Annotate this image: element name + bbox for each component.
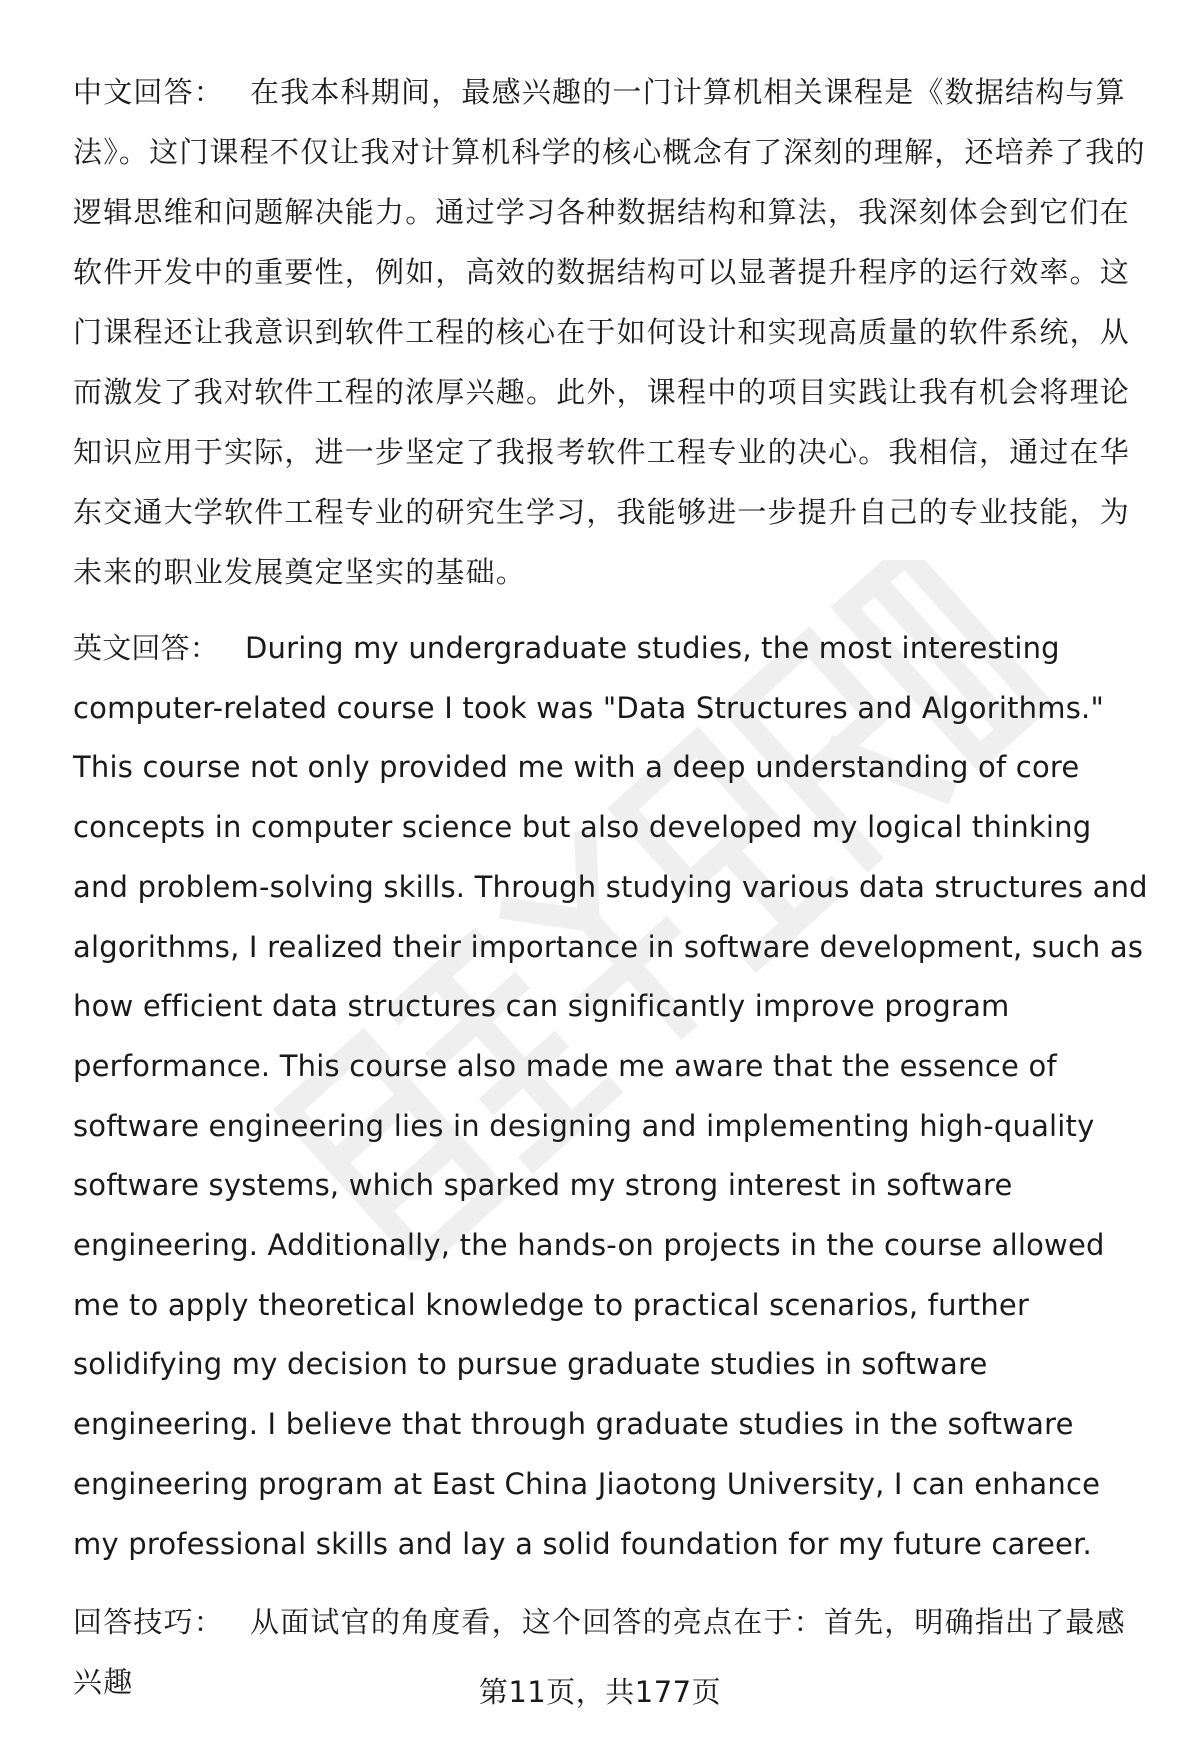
- page-content: [73, 62, 1153, 1712]
- english-answer-text: During my undergraduate studies, the most interesting computer-related course I took was "Data Structures and Algorithms." This course not only provided me with a deep understanding of core concepts in computer science but also developed my logical thinking and problem-solving skills. Through studying various data structures and algorithms, I realized their importance in software development, such as how efficient data structures can significantly improve program performance. This course also made me aware that the essence of software engineering lies in designing and implementing high-quality software systems, which sparked my strong interest in software engineering. Additionally, the hands-on projects in the course allowed me to apply theoretical knowledge to practical scenarios, further solidifying my decision to pursue graduate studies in software engineering. I believe that through graduate studies in the software engineering program at East China Jiaotong University, I can enhance my professional skills and lay a solid foundation for my future career.: [73, 631, 1148, 1561]
- chinese-answer-text: 在我本科期间，最感兴趣的一门计算机相关课程是《数据结构与算法》。这门课程不仅让我对计算机科学的核心概念有了深刻的理解，还培养了我的逻辑思维和问题解决能力。通过学习各种数据结构和算法，我深刻体会到它们在软件开发中的重要性，例如，高效的数据结构可以显著提升程序的运行效率。这门课程还让我意识到软件工程的核心在于如何设计和实现高质量的软件系统，从而激发了我对软件工程的浓厚兴趣。此外，课程中的项目实践让我有机会将理论知识应用于实际，进一步坚定了我报考软件工程专业的决心。我相信，通过在华东交通大学软件工程专业的研究生学习，我能够进一步提升自己的专业技能，为未来的职业发展奠定坚实的基础。: [73, 75, 1146, 589]
- english-answer-label: 英文回答：: [73, 631, 220, 665]
- chinese-answer-paragraph: [73, 62, 1153, 602]
- page-number-footer: 第11页，共177页: [478, 1675, 722, 1709]
- answer-tips-text: 从面试官的角度看，这个回答的亮点在于：首先，明确指出了最感兴趣: [73, 1605, 1126, 1700]
- answer-tips-label: 回答技巧：: [73, 1605, 225, 1640]
- english-answer-paragraph: [73, 619, 1153, 1574]
- chinese-answer-label: 中文回答：: [73, 75, 225, 109]
